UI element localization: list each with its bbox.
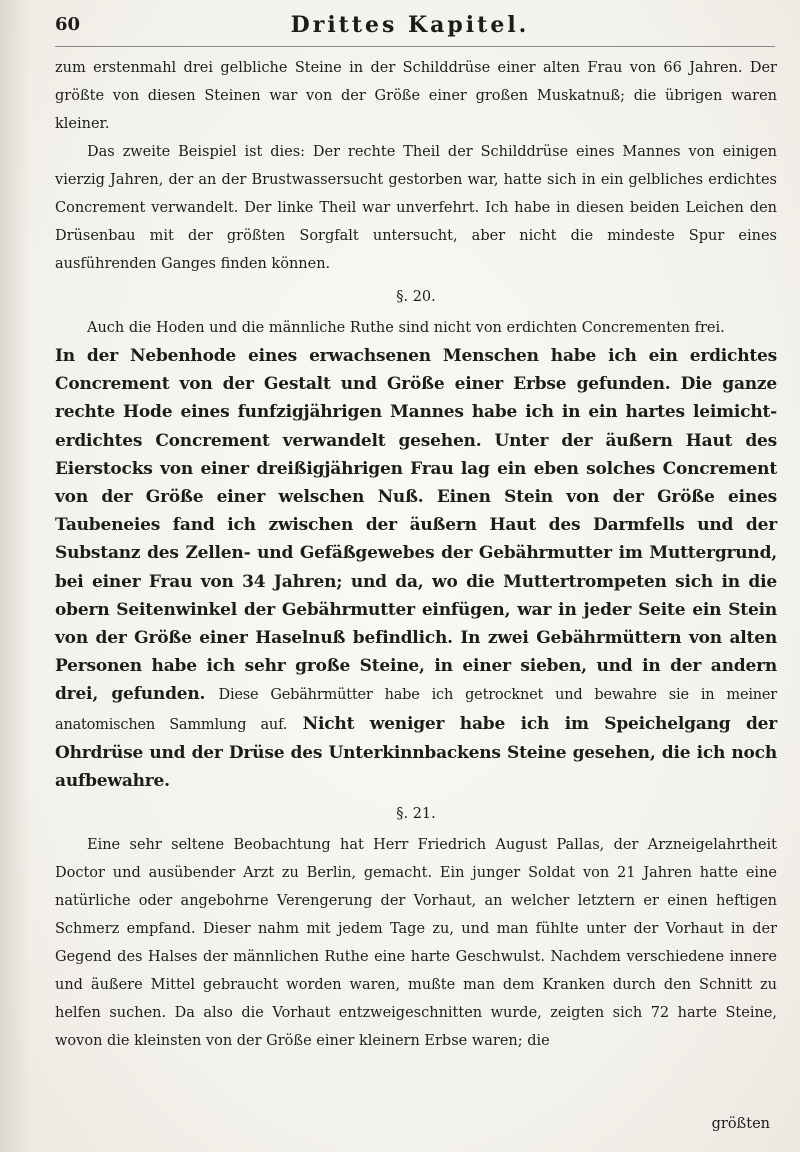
header-rule (55, 46, 775, 47)
body-text (55, 54, 777, 1055)
paragraph-3-intro: Auch die Hoden und die männliche Ruthe sind nicht von erdichten Concrementen frei. (87, 320, 725, 336)
running-title: Drittes Kapitel. (290, 12, 530, 38)
paragraph-3-collection-note: Diese Gebährmütter habe ich getrocknet und bewahre sie in meiner anatomischen Sammlung auf. (55, 687, 778, 733)
page-gutter-shadow (0, 0, 30, 1152)
page-header (55, 12, 775, 46)
paragraph-3-main (55, 342, 777, 795)
paragraph-4: Eine sehr seltene Beobachtung hat Herr Friedrich August Pallas, der Arzneigelahrtheit Doctor und ausübender Arzt zu Berlin, gemacht. Ein junger Soldat von 21 Jahren hatte eine natürliche oder angebohrne Verengerung der Vorhaut, an welcher letztern er einen heftigen Schmerz empfand. Dieser nahm mit jedem Tage zu, und man fühlte unter der Vorhaut in der Gegend des Halses der männlichen Ruthe eine harte Geschwulst. Nachdem verschiedene innere und äußere Mittel gebraucht worden waren, mußte man dem Kranken durch den Schnitt zu helfen suchen. Da also die Vorhaut entzweigeschnitten wurde, zeigten sich 72 harte Steine, wovon die kleinsten von der Größe einer kleinern Erbse waren; die (55, 837, 777, 1050)
catchword: größten (711, 1116, 770, 1132)
paragraph-2: Das zweite Beispiel ist dies: Der rechte Theil der Schilddrüse eines Mannes von einigen vierzig Jahren, der an der Brustwassersucht gestorben war, hatte sich in ein gelbliches erdichtes Concrement verwandelt. Der linke Theil war unverfehrt. Ich habe in diesen beiden Leichen den Drüsenbau mit der größten Sorgfalt untersucht, aber nicht die mindeste Spur eines ausführenden Ganges finden können. (55, 144, 777, 272)
paragraph-3-end: Nicht weniger habe ich im Speichelgang der Ohrdrüse und der Drüse des Unterkinnbackens Steine gesehen, die ich noch aufbewahre. (55, 713, 778, 792)
section-heading-21: §. 21. (396, 806, 436, 823)
paragraph-1: zum erstenmahl drei gelbliche Steine in der Schilddrüse einer alten Frau von 66 Jahren. Der größte von diesen Steinen war von der Größe einer großen Muskatnuß; die übrigen waren kleiner. (55, 60, 777, 132)
section-heading-20: §. 20. (396, 289, 436, 305)
paragraph-3-body: In der Nebenhode eines erwachsenen Menschen habe ich ein erdichtes Concrement von der Gestalt und Größe einer Erbse gefunden. Die ganze rechte Hode eines funfzigjährigen Mannes habe ich in ein hartes leimicht-erdichtes Concrement verwandelt gesehen. Unter der äußern Haut des Eierstocks von einer dreißigjährigen Frau lag ein eben solches Concrement von der Größe einer welschen Nuß. Einen Stein von der Größe eines Taubeneies fand ich zwischen der äußern Haut des Darmfells und der Substanz des Zellen- und Gefäßgewebes der Gebährmutter im Muttergrund, bei einer Frau von 34 Jahren; und da, wo die Muttertrompeten sich in die obern Seitenwinkel der Gebährmutter einfügen, war in jeder Seite ein Stein von der Größe einer Haselnuß befindlich. In zwei Gebährmüttern von alten Personen habe ich sehr große Steine, in einer sieben, und in der andern drei, gefunden. (55, 346, 777, 705)
page-number: 60 (55, 14, 81, 35)
